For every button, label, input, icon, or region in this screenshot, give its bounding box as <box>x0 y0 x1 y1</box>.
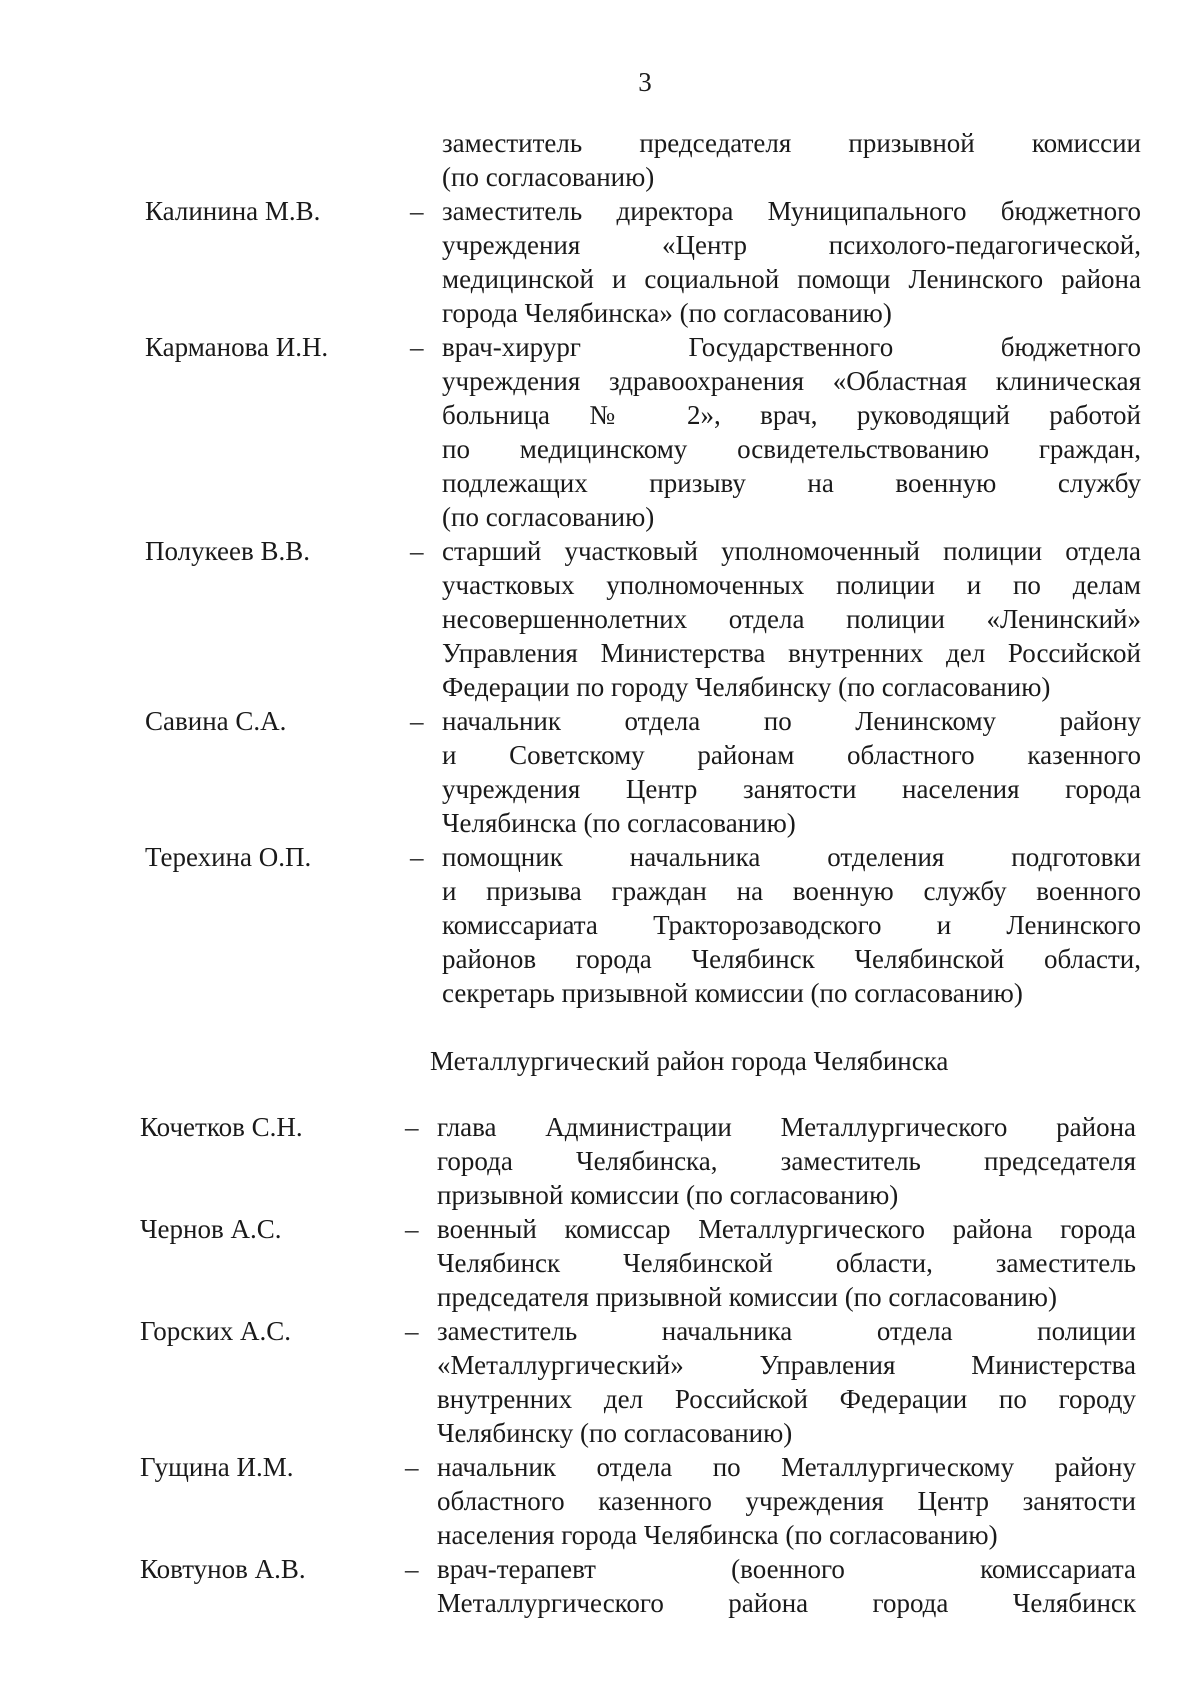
position-line: (по согласованию) <box>442 502 655 532</box>
member-name: Терехина О.П. <box>145 842 312 872</box>
member-entry <box>0 126 1200 194</box>
member-name: Полукеев В.В. <box>145 536 311 566</box>
member-name: Горских А.С. <box>140 1316 292 1346</box>
position-line: подлежащих призыву на военную службу <box>442 468 1141 498</box>
member-entry <box>0 1314 1200 1450</box>
position-line: несовершеннолетних отдела полиции «Ленинский» <box>442 604 1141 634</box>
position-line: начальник отдела по Металлургическому району <box>437 1452 1136 1482</box>
member-position <box>442 194 1141 330</box>
position-line: заместитель директора Муниципального бюджетного <box>442 196 1141 226</box>
position-line: населения города Челябинска (по согласованию) <box>437 1520 998 1550</box>
dash-separator: – <box>410 536 424 566</box>
position-line: начальник отдела по Ленинскому району <box>442 706 1141 736</box>
member-entry <box>0 1450 1200 1552</box>
member-name: Чернов А.С. <box>140 1214 282 1244</box>
member-name: Ковтунов А.В. <box>140 1554 306 1584</box>
position-line: больница № 2», врач, руководящий работой <box>442 400 1141 430</box>
position-line: и Советскому районам областного казенного <box>442 740 1141 770</box>
member-entry <box>0 840 1200 1010</box>
position-line: помощник начальника отделения подготовки <box>442 842 1141 872</box>
member-name: Калинина М.В. <box>145 196 321 226</box>
position-line: заместитель председателя призывной комиссии <box>442 128 1141 158</box>
member-name: Савина С.А. <box>145 706 287 736</box>
dash-separator: – <box>410 332 424 362</box>
page-number: 3 <box>638 67 652 97</box>
position-line: глава Администрации Металлургического района <box>437 1112 1136 1142</box>
position-line: «Металлургический» Управления Министерства <box>437 1350 1136 1380</box>
member-entry <box>0 704 1200 840</box>
dash-separator: – <box>405 1554 419 1584</box>
position-line: Челябинска (по согласованию) <box>442 808 796 838</box>
position-line: секретарь призывной комиссии (по согласованию) <box>442 978 1023 1008</box>
member-name: Карманова И.Н. <box>145 332 329 362</box>
position-line: призывной комиссии (по согласованию) <box>437 1180 899 1210</box>
member-entry <box>0 534 1200 704</box>
dash-separator: – <box>410 706 424 736</box>
member-position <box>442 840 1141 1010</box>
position-line: Металлургического района города Челябинск <box>437 1588 1136 1618</box>
position-line: Управления Министерства внутренних дел Российской <box>442 638 1141 668</box>
member-entry <box>0 1212 1200 1314</box>
member-entry <box>0 1110 1200 1212</box>
member-position <box>437 1110 1136 1212</box>
member-position <box>437 1314 1136 1450</box>
dash-separator: – <box>405 1316 419 1346</box>
position-line: председателя призывной комиссии (по согласованию) <box>437 1282 1057 1312</box>
member-entry <box>0 1552 1200 1620</box>
position-line: областного казенного учреждения Центр занятости <box>437 1486 1136 1516</box>
position-line: учреждения здравоохранения «Областная клиническая <box>442 366 1141 396</box>
position-line: Челябинск Челябинской области, заместитель <box>437 1248 1136 1278</box>
dash-separator: – <box>410 196 424 226</box>
position-line: районов города Челябинск Челябинской области, <box>442 944 1141 974</box>
position-line: военный комиссар Металлургического района города <box>437 1214 1136 1244</box>
commission-members-metallurgical <box>0 1110 1200 1620</box>
position-line: участковых уполномоченных полиции и по делам <box>442 570 1141 600</box>
position-line: города Челябинска, заместитель председателя <box>437 1146 1136 1176</box>
position-line: врач-хирург Государственного бюджетного <box>442 332 1141 362</box>
dash-separator: – <box>405 1452 419 1482</box>
position-line: внутренних дел Российской Федерации по городу <box>437 1384 1136 1414</box>
commission-members-leninsky <box>0 126 1200 1010</box>
position-line: старший участковый уполномоченный полиции отдела <box>442 536 1141 566</box>
position-line: медицинской и социальной помощи Ленинского района <box>442 264 1141 294</box>
member-position <box>437 1212 1136 1314</box>
position-line: учреждения Центр занятости населения города <box>442 774 1141 804</box>
commission-member-list <box>0 126 1200 1620</box>
member-position <box>442 534 1141 704</box>
position-line: (по согласованию) <box>442 162 655 192</box>
member-position <box>442 126 1141 194</box>
position-line: по медицинскому освидетельствованию граждан, <box>442 434 1141 464</box>
dash-separator: – <box>410 842 424 872</box>
position-line: комиссариата Тракторозаводского и Ленинского <box>442 910 1141 940</box>
section-heading: Металлургический район города Челябинска <box>430 1046 949 1076</box>
member-position <box>442 330 1141 534</box>
position-line: учреждения «Центр психолого-педагогической, <box>442 230 1141 260</box>
member-position <box>437 1552 1136 1620</box>
member-name: Гущина И.М. <box>140 1452 294 1482</box>
position-line: врач-терапевт (военного комиссариата <box>437 1554 1136 1584</box>
member-position <box>442 704 1141 840</box>
position-line: Федерации по городу Челябинску (по согласованию) <box>442 672 1051 702</box>
member-position <box>437 1450 1136 1552</box>
member-name: Кочетков С.Н. <box>140 1112 303 1142</box>
member-entry <box>0 330 1200 534</box>
position-line: Челябинску (по согласованию) <box>437 1418 793 1448</box>
position-line: города Челябинска» (по согласованию) <box>442 298 892 328</box>
position-line: заместитель начальника отдела полиции <box>437 1316 1136 1346</box>
member-entry <box>0 194 1200 330</box>
position-line: и призыва граждан на военную службу военного <box>442 876 1141 906</box>
dash-separator: – <box>405 1112 419 1142</box>
dash-separator: – <box>405 1214 419 1244</box>
